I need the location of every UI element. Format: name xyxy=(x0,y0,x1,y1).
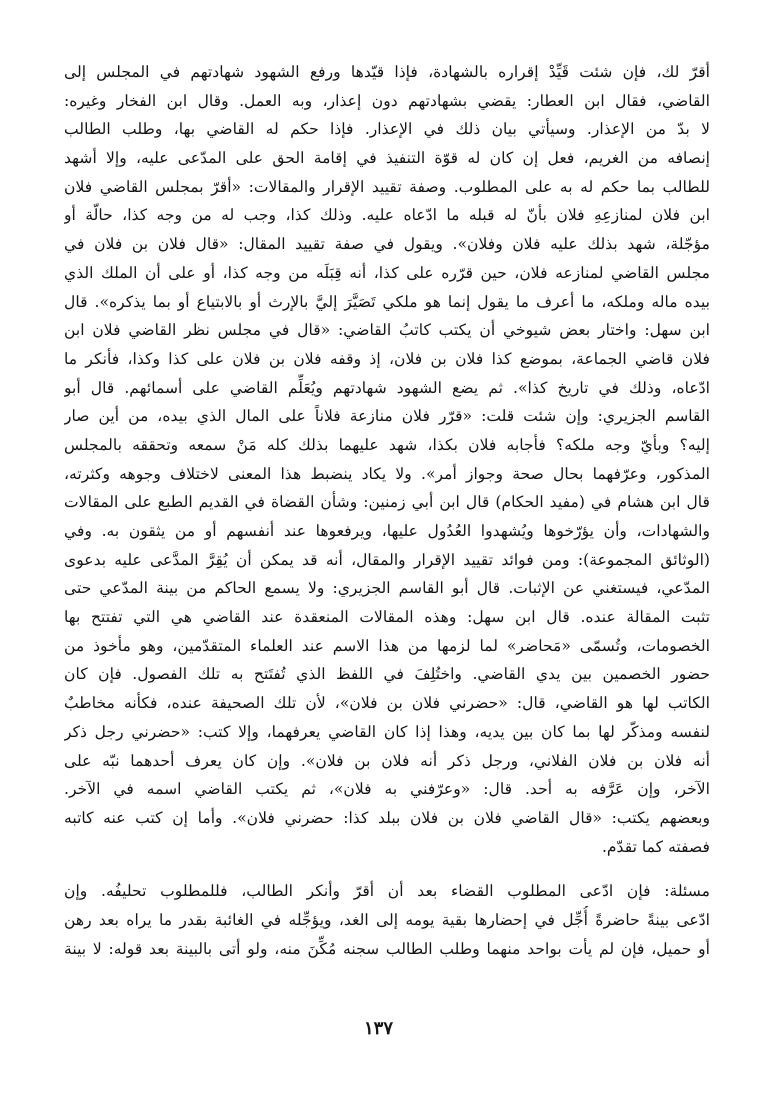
text-line: مجلس القاضي لمنازعه فلان، حين قرّره على كذا، أنه قِبَلَه من وجه كذا، أو على أن الملك الذي xyxy=(64,263,710,282)
text-line: الكاتب لها هو القاضي، قال: «حضرني فلان بن فلان»، لأن تلك الصحيفة عنده، فكأنه مخاطبٌ xyxy=(64,694,710,713)
text-line: فصفته كما تقدّم. xyxy=(601,837,710,856)
text-line: (الوثائق المجموعة): ومن فوائد تقييد الإقرار والمقال، أنه قد يمكن أن يُقِرَّ المدَّعى عليه بدعوى xyxy=(64,550,710,569)
text-line: أو حميل، فإن لم يأت بواحد منهما وطلب الطالب سجنه مُكِّنَ منه، ولو أتى بالبينة بعد قوله: لا بينة xyxy=(64,939,710,958)
text-line: ابن فلان لمنازعِهِ فلان بأنّ له قبله ما ادّعاه عليه. وذلك كذا، وجب له من وجه كذا، حالّة أو xyxy=(64,206,710,225)
paragraph-gap xyxy=(64,861,710,877)
text-line: أقرّ لك، فإن شئت قَيِّدْ إقراره بالشهادة، فإذا قيّدها ورفع الشهود شهادتهم في المجلس إلى xyxy=(64,63,710,81)
text-line: للطالب بما حكم له به على المطلوب. وصفة تقييد الإقرار والمقالات: «أقرّ بمجلس القاضي فلان xyxy=(64,177,710,196)
text-line: مؤجّلة، شهد بذلك عليه فلان وفلان». ويقول في صفة تقييد المقال: «قال فلان بن فلان في xyxy=(64,235,710,254)
text-line: إليه؟ وبأيّ وجه ملكه؟ فأجابه فلان بكذا، شهد عليهما بذلك كله مَنْ سمعه وتحققه بالمجلس xyxy=(64,435,710,454)
text-line: بيده ماله وملكه، ما أعرف ما يقول إنما هو ملكي تَصَيَّرَ إليَّ بالإرث أو بالابتياع أو بما يذكره». قال xyxy=(64,292,710,311)
text-line: قال ابن هشام في (مفيد الحكام) قال ابن أبي زمنين: وشأن القضاة في القديم الطبع على المقالات xyxy=(64,493,710,512)
text-line: القاسم الجزيري: وإن شئت قلت: «قرّر فلان منازعة فلاناً على المال الذي بيده، من أين صار xyxy=(64,407,710,426)
text-line: الآخر، وإن عَرَّفه به أحد. قال: «وعرّفني به فلان»، ثم يكتب القاضي اسمه في الآخر. xyxy=(64,780,710,799)
text-line: ادّعى بينةً حاضرةً أُجِّل في إحضارها بقية يومه إلى الغد، ويؤجِّله في الغائبة بقدر ما يراه بعد رهن xyxy=(64,910,710,929)
text-line: مسئلة: فإن ادّعى المطلوب القضاء بعد أن أقرّ وأنكر الطالب، فللمطلوب تحليفُه. وإن xyxy=(64,882,710,901)
text-line: المذكور، وعرّفهما بحال صحة وجواز أمر». ولا يكاد ينضبط هذا المعنى لاختلاف وجوهه وكثرته، xyxy=(64,464,710,483)
page-body xyxy=(64,58,710,963)
text-line: الخصومات، وتُسمّى «مَحاضر» لما لزمها من هذا الاسم عند العلماء المتقدّمين، وهو مأخوذ من xyxy=(64,636,710,655)
text-line: ابن سهل: واختار بعض شيوخي أن يكتب كاتبُ القاضي: «قال في مجلس نظر القاضي فلان ابن xyxy=(64,321,710,340)
text-line: تثبت المقالة عنده. قال ابن سهل: وهذه المقالات المنعقدة عند القاضي هي التي تفتتح بها xyxy=(64,608,710,627)
text-line: لنفسه ومذكّر لها بما كان بين يديه، وهذا إذا كان القاضي يعرفهما، وإلا كتب: «حضرني رجل ذكر xyxy=(64,722,710,741)
text-line: فلان قاضي الجماعة، بموضع كذا فلان بن فلان، إذ وقفه فلان بن فلان على كذا وكذا، فأنكر ما xyxy=(64,349,710,368)
paragraph xyxy=(64,877,710,963)
text-line: لا بدّ من الإعذار. وسيأتي بيان ذلك في الإعذار. فإذا حكم له القاضي بها، وطلب الطالب xyxy=(64,120,710,139)
text-line: أنه فلان بن فلان الفلاني، ورجل ذكر أنه فلان بن فلان». وإن كان يعرف أحدهما نبّه على xyxy=(64,751,710,770)
text-line: وبعضهم يكتب: «قال القاضي فلان بن فلان ببلد كذا: حضرني فلان». وأما إن كتب عنه كاتبه xyxy=(64,808,710,827)
text-line: حضور الخصمين بين يدي القاضي. واختُلِفَ في اللفظ الذي تُفتَتح به تلك الفصول. فإن كان xyxy=(64,665,710,684)
text-line: إنصافه من الغريم، فعل إن كان له قوّة التنفيذ في إقامة الحق على المدّعى عليه، وإلا أشهد xyxy=(64,149,710,168)
text-line: ادّعاه، وذلك في تاريخ كذا». ثم يضع الشهود شهادتهم ويُعَلِّم القاضي على أسمائهم. قال أبو xyxy=(64,378,710,397)
text-line: المدّعي، فيستغني عن الإثبات. قال أبو القاسم الجزيري: ولا يسمع الحاكم من بينة المدّعي حتى xyxy=(64,579,710,598)
text-line: القاضي، فقال ابن العطار: يقضي بشهادتهم دون إعذار، وبه العمل. وقال ابن الفخار وغيره: xyxy=(64,91,710,110)
paragraph xyxy=(64,58,710,861)
page-number: ١٣٧ xyxy=(363,1018,393,1039)
text-line: والشهادات، وأن يؤرّخوها ويُشهدوا العُدُول عليها، ويرفعوها عند أنفسهم أو من يثقون به. وفي xyxy=(64,522,710,540)
